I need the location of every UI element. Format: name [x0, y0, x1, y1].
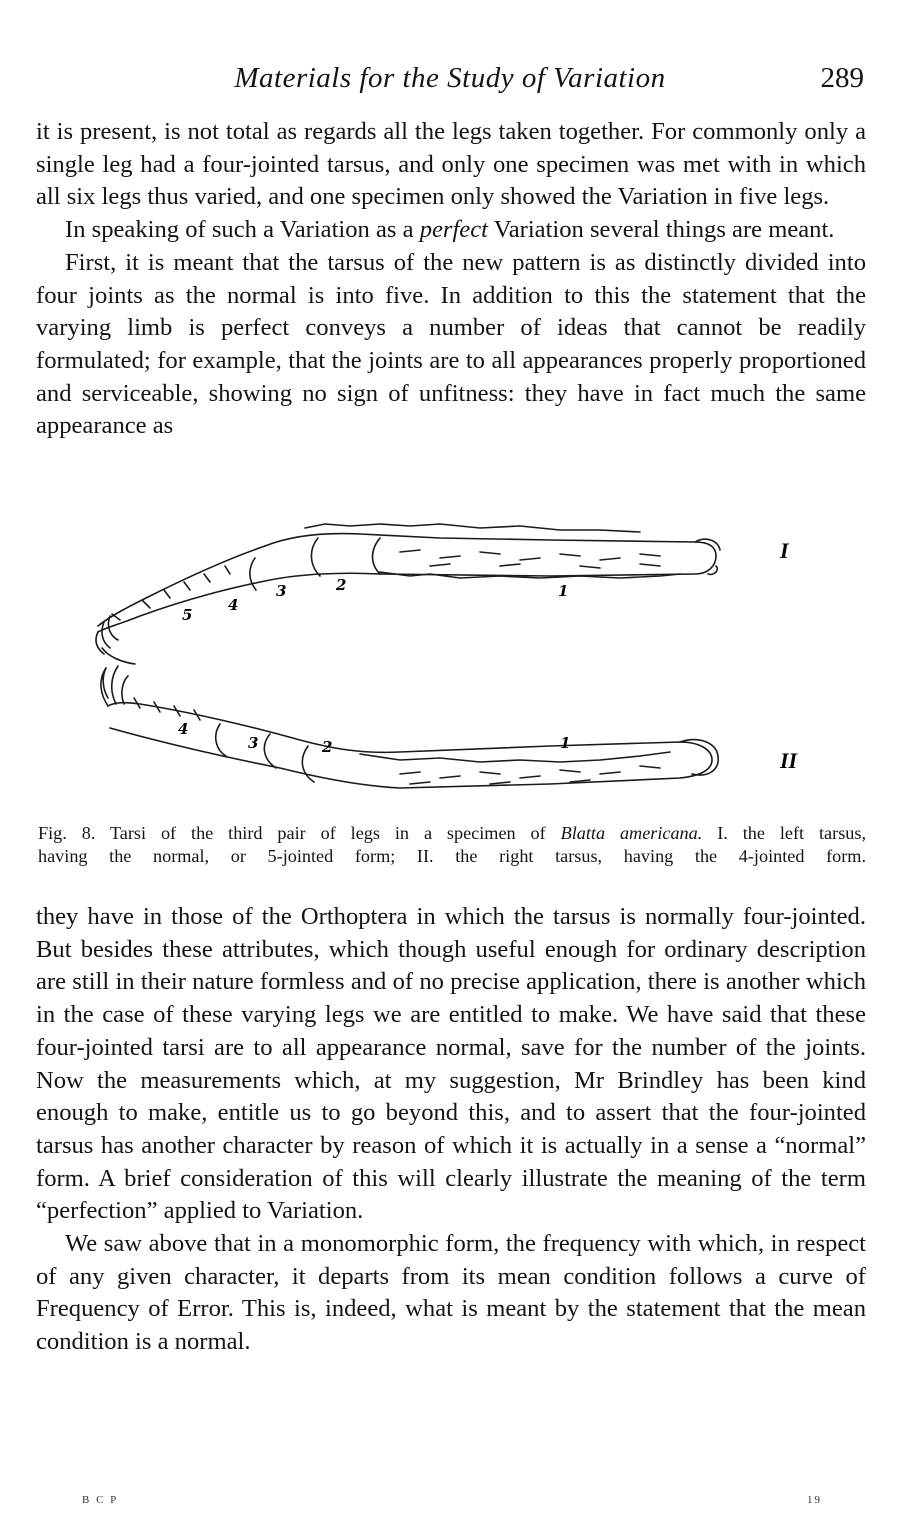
printer-signature: B C P [82, 1494, 119, 1506]
sheet-number: 19 [807, 1494, 822, 1506]
upper-joint-label-5: 5 [182, 606, 193, 624]
lower-roman-label: II [780, 748, 798, 773]
paragraph-frequency: We saw above that in a monomorphic form, the frequency with which, in respect of any given character, it departs from its mean condition follows a curve of Frequency of Error. This is, indeed, what is meant by the statement that the mean condition is a normal. [36, 1230, 866, 1356]
paragraph-first-meaning: First, it is meant that the tarsus of the new pattern is as distinctly divided into four joints as the normal is into five. In addition to this the statement that the varying limb is perfect conveys a number of ideas that cannot be readily formulated; for example, that the joints are to all appearances properly proportioned and serviceable, showing no sign of unfitness: they have in fact much the same appearance as [36, 248, 866, 440]
caption-line-1 [38, 822, 866, 845]
upper-roman-label: I [780, 538, 789, 563]
figure-8-tarsi [80, 516, 840, 816]
text-span: In speaking of such a Variation as a [65, 216, 420, 244]
lower-joint-label-4: 4 [178, 720, 189, 738]
emphasis-perfect: perfect [419, 216, 488, 244]
body-text-top [36, 116, 866, 443]
paragraph-continued: it is present, is not total as regards all the legs taken together. For commonly only a single leg had a four-jointed tarsus, and only one specimen was met with in which all six legs thus varied, and one specimen only showed the Variation in five legs. [36, 118, 866, 211]
lower-joint-label-2: 2 [322, 738, 333, 756]
upper-joint-label-1: 1 [558, 582, 569, 600]
upper-joint-label-2: 2 [336, 576, 347, 594]
caption-line-2: having the normal, or 5-jointed form; II. the right tarsus, having the 4-jointed form. [38, 846, 866, 866]
paragraph-perfect-variation [36, 214, 866, 247]
species-name: Blatta americana. [560, 823, 703, 843]
running-head [36, 58, 864, 98]
text-span: I. the left tarsus, [702, 823, 866, 843]
page-number: 289 [820, 62, 864, 94]
lower-joint-label-1: 1 [560, 734, 571, 752]
figure-caption [38, 822, 866, 868]
upper-tarsus-drawing [96, 524, 720, 664]
tarsi-illustration [80, 516, 840, 816]
text-span: Variation several things are meant. [487, 216, 835, 244]
page-footer [82, 1494, 822, 1512]
upper-joint-label-4: 4 [228, 596, 239, 614]
running-title: Materials for the Study of Variation [234, 62, 666, 94]
upper-joint-label-3: 3 [276, 582, 287, 600]
text-span: Fig. 8. Tarsi of the third pair of legs in a specimen of [38, 823, 561, 843]
lower-tarsus-drawing [101, 666, 718, 788]
lower-joint-label-3: 3 [248, 734, 259, 752]
paragraph-perfection: they have in those of the Orthoptera in which the tarsus is normally four-jointed. But besides these attributes, which though useful enough for ordinary description are still in their nature formless and of no precise application, there is another which in the case of these varying legs we are entitled to make. We have said that these four-jointed tarsi are to all appearance normal, save for the number of the joints. Now the measurements which, at my suggestion, Mr Brindley has been kind enough to make, entitle us to go beyond this, and to assert that the four-jointed tarsus has another character by reason of which it is actually in a sense a “normal” form. A brief consideration of this will clearly illustrate the meaning of the term “perfection” applied to Variation. [36, 903, 866, 1225]
body-text-bottom [36, 901, 866, 1359]
